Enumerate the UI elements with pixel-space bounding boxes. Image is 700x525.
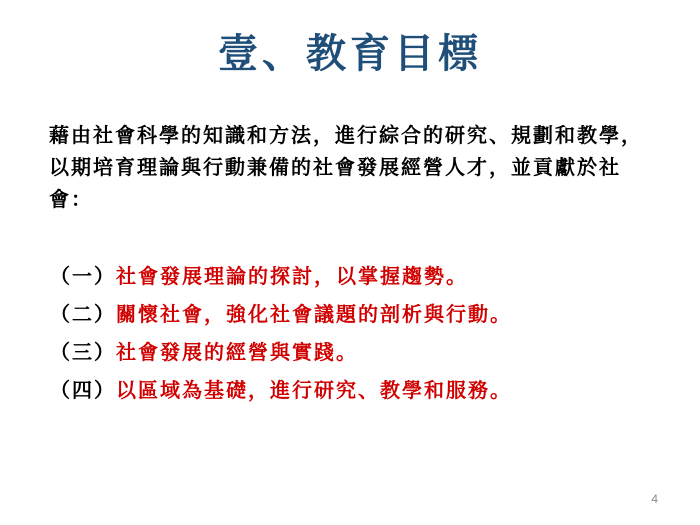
goal-item-2 xyxy=(50,295,670,333)
goal-marker: （四） xyxy=(50,378,116,402)
intro-paragraph: 藉由社會科學的知識和方法，進行綜合的研究、規劃和教學，以期培育理論與行動兼備的社會發展經營人才，並貢獻於社會： xyxy=(49,123,643,211)
goal-text: 社會發展理論的探討，以掌握趨勢。 xyxy=(116,264,468,288)
goal-item-1 xyxy=(50,257,670,295)
goal-text: 以區域為基礎，進行研究、教學和服務。 xyxy=(116,378,512,402)
goals-list xyxy=(50,257,670,409)
slide-title: 壹、教育目標 xyxy=(218,30,482,77)
goal-marker: （一） xyxy=(50,264,116,288)
goal-item-3 xyxy=(50,333,670,371)
goal-text: 社會發展的經營與實踐。 xyxy=(116,340,358,364)
goal-text: 關懷社會，強化社會議題的剖析與行動。 xyxy=(116,302,512,326)
page-number: 4 xyxy=(651,492,658,506)
goal-marker: （三） xyxy=(50,340,116,364)
goal-item-4 xyxy=(50,371,670,409)
goal-marker: （二） xyxy=(50,302,116,326)
